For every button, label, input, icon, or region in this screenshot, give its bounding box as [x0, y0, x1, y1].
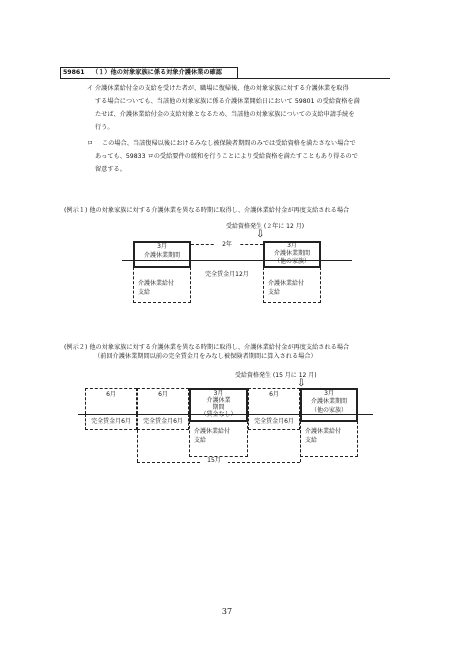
- example1-benefit-line2: 支給: [138, 289, 151, 296]
- example2-leave2-line2: （他の家族）: [310, 407, 347, 414]
- paragraph-ro-line: あっても、59833 ロの受給要件の緩和を行うことにより受給資格を満たすこともあり得るので: [95, 153, 358, 160]
- example1-months-other: 3月: [287, 242, 297, 249]
- paragraph-i-marker: イ: [87, 85, 94, 92]
- example2-fw1: 完全賃金月6月: [91, 418, 131, 425]
- example1-benefit-line1-other: 介護休業給付: [268, 280, 305, 287]
- example2-leave1-line2: 期間: [212, 404, 225, 411]
- example2-ben1-line1: 介護休業給付: [194, 428, 231, 435]
- example2-fw3: 完全賃金月6月: [254, 418, 294, 425]
- section-code: 59861: [63, 69, 85, 76]
- example2-eligibility: 受給資格発生 (15 月に 12 月): [235, 372, 317, 379]
- page-number: 37: [221, 607, 233, 616]
- eligibility-arrow-icon: ⇩: [256, 229, 265, 240]
- example2-ben2-line1: 介護休業給付: [305, 428, 342, 435]
- example2-leave2-line1: 介護休業期間: [310, 398, 347, 405]
- example1-benefit-line2-other: 支給: [268, 289, 281, 296]
- example1-months: 3月: [157, 243, 167, 250]
- paragraph-i-line: する場合についても、当該他の対象家族に係る介護休業開始日において 59801 の受給資格を満: [95, 98, 360, 105]
- example1-eligibility: 受給資格発生 (２年に 12 月): [226, 223, 305, 230]
- example2-caption-line2: （前回介護休業期間以前の完全賃金月をみなし被保険者期間に算入される場合）: [94, 353, 317, 360]
- example2-caption-line1: (例示２) 他の対象家族に対する介護休業を異なる時期に取得し、介護休業給付金が再度支給される場合: [64, 344, 350, 351]
- example1-leave-label: 介護休業期間: [143, 252, 180, 259]
- example2-m6c: 6月: [269, 391, 279, 398]
- paragraph-ro-line: 留意する。: [95, 166, 126, 173]
- example1-caption: (例示１) 他の対象家族に対する介護休業を異なる時期に取得し、介護休業給付金が再度支給される場合: [64, 207, 350, 214]
- example2-ben2-line2: 支給: [305, 437, 318, 444]
- example1-gap-label: 2年: [215, 241, 239, 248]
- example1-leave-label-other: 介護休業期間: [273, 250, 310, 257]
- example2-ben1-line2: 支給: [194, 437, 207, 444]
- example2-m3a: 3月: [213, 390, 224, 397]
- example2-total: 15月: [200, 457, 228, 464]
- example2-fw2: 完全賃金月6月: [143, 418, 183, 425]
- paragraph-ro-marker: ロ: [87, 140, 94, 147]
- example2-total-bracket: [300, 430, 301, 462]
- example1-family-label: （他の家族）: [273, 258, 310, 265]
- example1-full-wage: 完全賃金月12月: [205, 271, 249, 278]
- example2-m3b: 3月: [324, 390, 334, 397]
- section-title: （１）他の対象家族に係る対象介護休業の確認: [92, 69, 222, 76]
- paragraph-i-line: 介護休業給付金の支給を受けた者が、職場に復帰後、他の対象家族に対する介護休業を取得: [95, 85, 349, 92]
- header-rule: [60, 78, 390, 79]
- paragraph-i-line: たせば、介護休業給付金の支給対象となるため、当該他の対象家族についての支給申請手続を: [95, 111, 355, 118]
- example2-total-bracket: [137, 430, 138, 462]
- paragraph-ro-line: この場合、当該復帰以後におけるみなし被保険者期間のみでは受給資格を満たさない場合で: [102, 140, 356, 147]
- paragraph-i-line: 行う。: [95, 124, 114, 131]
- example2-m6a: 6月: [106, 391, 116, 398]
- example1-benefit-line1: 介護休業給付: [138, 280, 175, 287]
- example2-leave1-line1: 介護休業: [206, 397, 231, 404]
- example2-leave1-line3: （賃金なし）: [200, 411, 237, 418]
- eligibility-arrow-icon: ⇩: [297, 378, 306, 389]
- example2-m6b: 6月: [158, 391, 168, 398]
